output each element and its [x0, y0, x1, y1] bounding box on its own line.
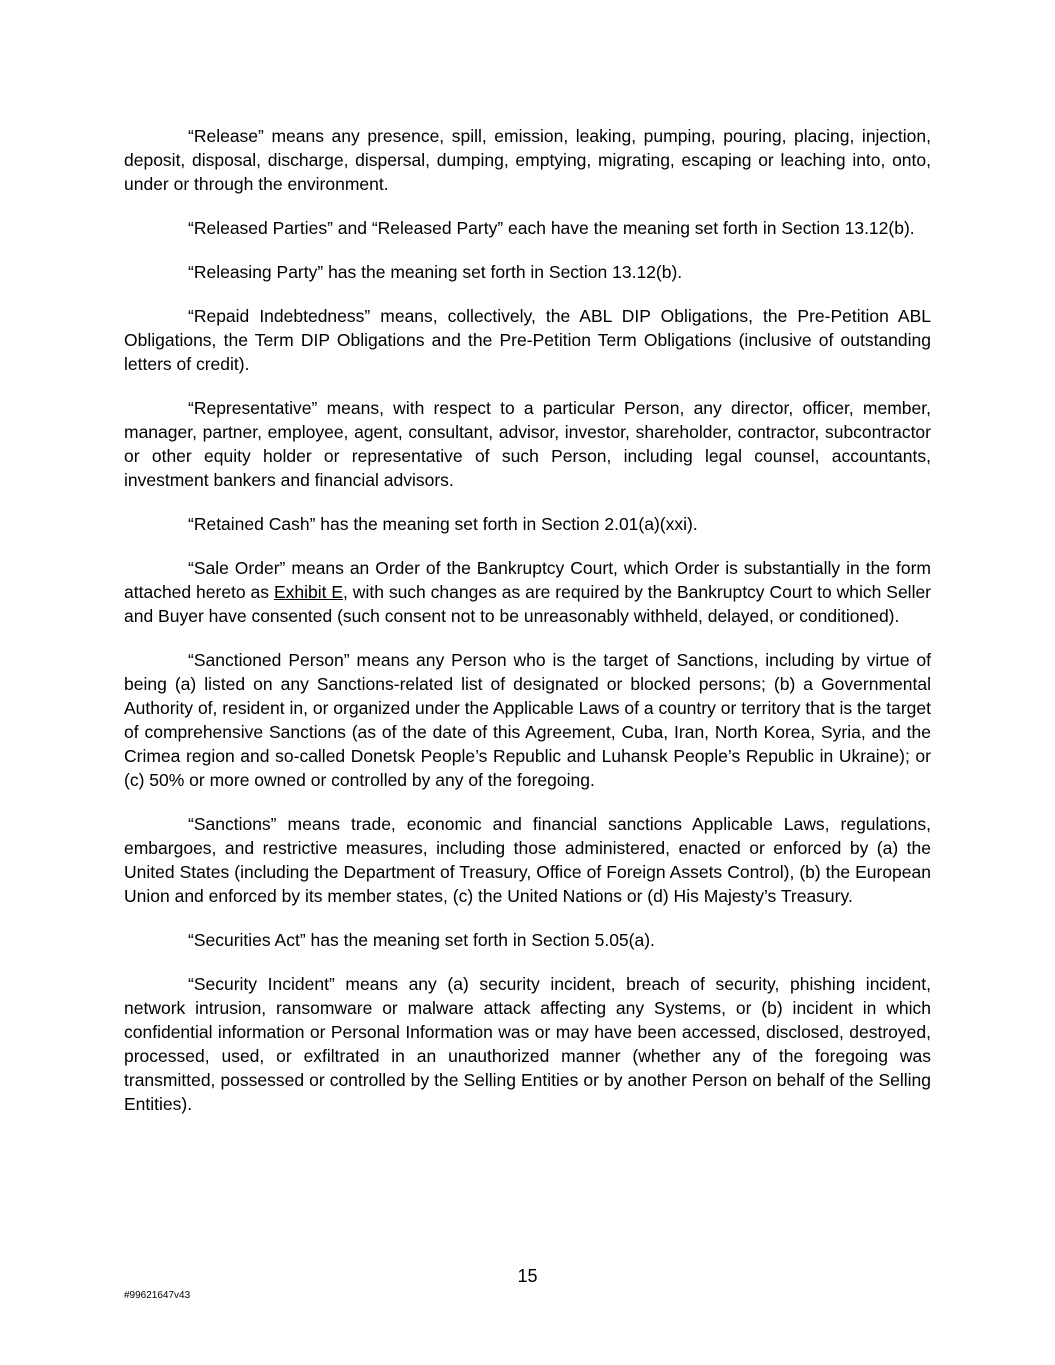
- definition-releasing-party: [124, 260, 931, 284]
- definition-text: and “Released Party” each have the meaning set forth in Section 13.12(b).: [332, 218, 915, 238]
- definition-sanctions: [124, 812, 931, 908]
- exhibit-e-link[interactable]: Exhibit E: [273, 582, 344, 602]
- definition-text: means, collectively, the ABL DIP Obligations, the Pre-Petition ABL Obligations, the Term DIP Obligations and the Pre-Petition Term Obligations (inclusive of outstanding letters of credit).: [124, 306, 931, 374]
- definition-repaid-indebtedness: [124, 304, 931, 376]
- defined-term: “Securities Act”: [188, 930, 306, 950]
- defined-term: “Representative”: [188, 398, 318, 418]
- definition-retained-cash: [124, 512, 931, 536]
- document-id: #99621647v43: [124, 1290, 191, 1301]
- definition-text: has the meaning set forth in Section 13.12(b).: [323, 262, 683, 282]
- definition-sale-order: [124, 556, 931, 628]
- defined-term: “Sale Order”: [188, 558, 286, 578]
- definition-release: [124, 124, 931, 196]
- page-number: 15: [517, 1266, 538, 1286]
- document-body: [124, 124, 931, 1136]
- defined-term: “Repaid Indebtedness”: [188, 306, 371, 326]
- definition-text: has the meaning set forth in Section 5.05(a).: [305, 930, 655, 950]
- definition-text: means any Person who is the target of Sanctions, including by virtue of being (a) listed on any Sanctions-related list of designated or blocked persons; (b) a Governmental Authority of, resident in, or organized under the Applicable Laws of a country or territory that is the target of comprehensive Sanctions (as of the date of this Agreement, Cuba, Iran, North Korea, Syria, and the Crimea region and so-called Donetsk People’s Republic and Luhansk People’s Republic in Ukraine); or (c) 50% or more owned or controlled by any of the foregoing.: [124, 650, 931, 790]
- definition-representative: [124, 396, 931, 492]
- definition-text: means any presence, spill, emission, leaking, pumping, pouring, placing, injection, deposit, disposal, discharge, dispersal, dumping, emptying, migrating, escaping or leaching into, onto, under or through the environment.: [124, 126, 931, 194]
- defined-term: “Security Incident”: [188, 974, 335, 994]
- definition-text-continued: , with such changes as are required by the Bankruptcy Court to which Seller and Buyer have consented (such consent not to be unreasonably withheld, delayed, or conditioned).: [124, 582, 932, 626]
- definition-securities-act: [124, 928, 931, 952]
- definition-text: means trade, economic and financial sanctions Applicable Laws, regulations, embargoes, and restrictive measures, including those administered, enacted or enforced by (a) the United States (including the Department of Treasury, Office of Foreign Assets Control), (b) the European Union and enforced by its member states, (c) the United Nations or (d) His Majesty’s Treasury.: [124, 814, 931, 906]
- definition-text: means, with respect to a particular Person, any director, officer, member, manager, partner, employee, agent, consultant, advisor, investor, shareholder, contractor, subcontractor or other equity holder or representative of such Person, including legal counsel, accountants, investment bankers and financial advisors.: [124, 398, 931, 490]
- defined-term: “Release”: [188, 126, 264, 146]
- definition-text: has the meaning set forth in Section 2.01(a)(xxi).: [315, 514, 698, 534]
- defined-term: “Releasing Party”: [188, 262, 324, 282]
- defined-term: “Sanctioned Person”: [188, 650, 350, 670]
- definition-text: means any (a) security incident, breach of security, phishing incident, network intrusion, ransomware or malware attack affecting any Systems, or (b) incident in which confidential information or Personal Information was or may have been accessed, disclosed, destroyed, processed, used, or exfiltrated in an unauthorized manner (whether any of the foregoing was transmitted, possessed or controlled by the Selling Entities or by another Person on behalf of the Selling Entities).: [124, 974, 931, 1114]
- definition-security-incident: [124, 972, 931, 1116]
- defined-term: “Sanctions”: [188, 814, 277, 834]
- defined-term: “Retained Cash”: [188, 514, 316, 534]
- definition-sanctioned-person: [124, 648, 931, 792]
- definition-released-parties: [124, 216, 931, 240]
- definition-text: means an Order of the Bankruptcy Court, which Order is substantially in the form attached hereto as: [124, 558, 931, 602]
- defined-term: “Released Parties”: [188, 218, 333, 238]
